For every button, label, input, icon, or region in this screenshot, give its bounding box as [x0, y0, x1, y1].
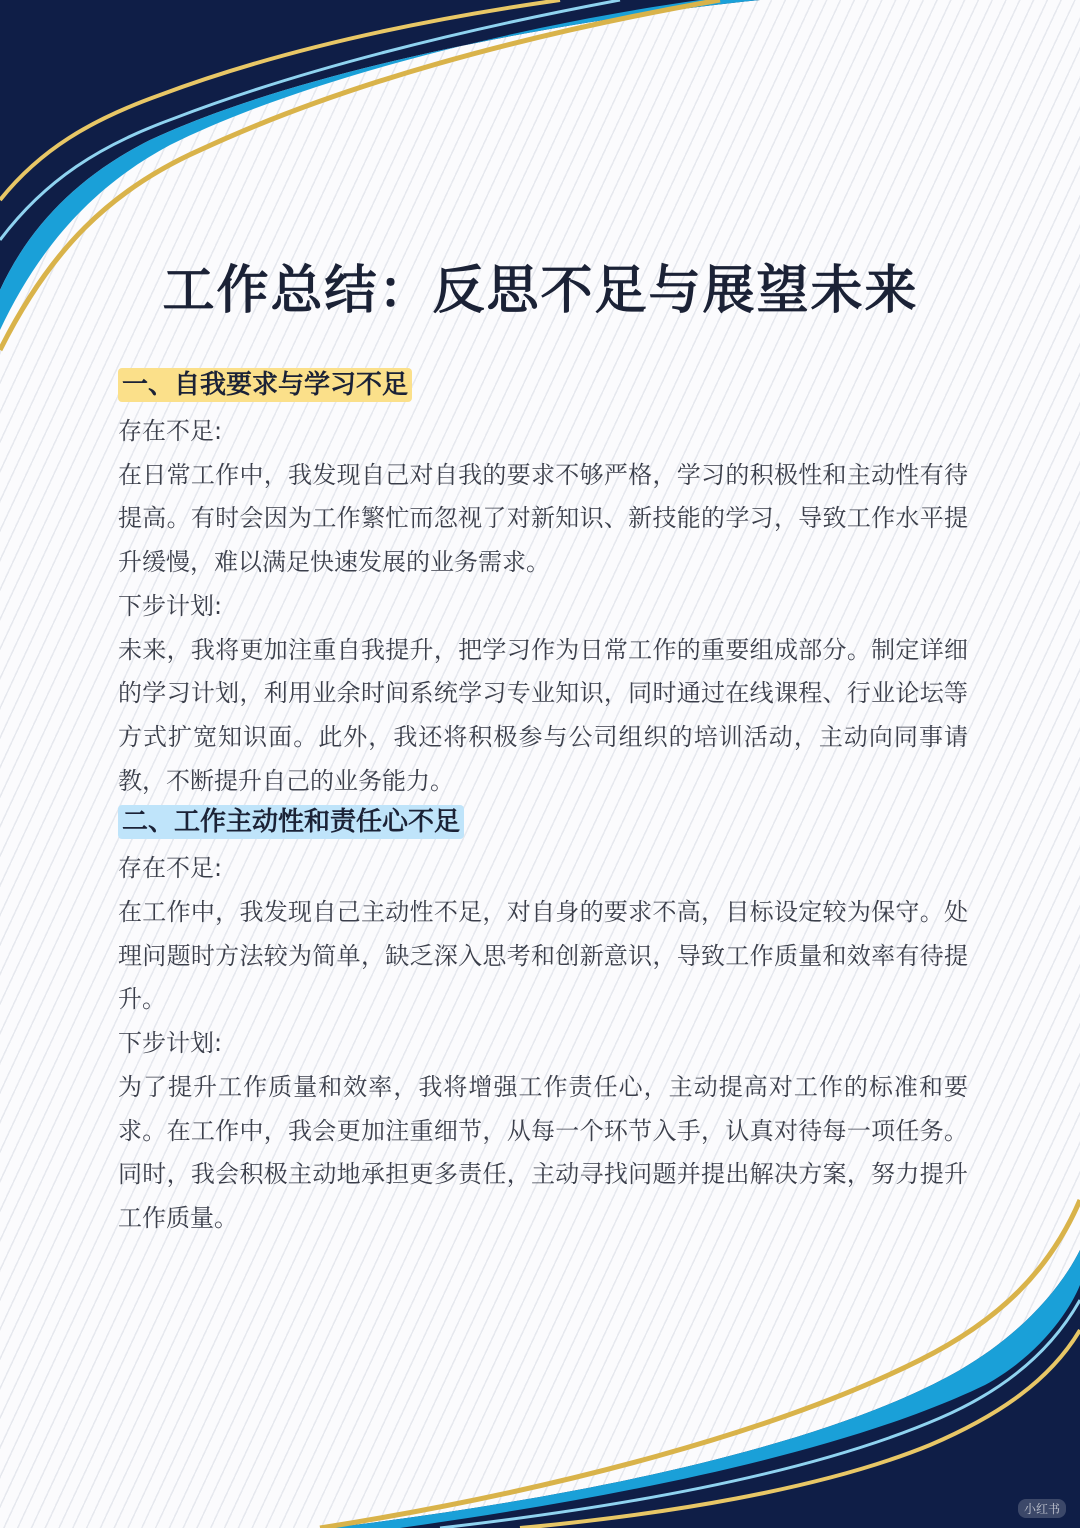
section-initiative-responsibility [118, 803, 968, 1240]
page-title: 工作总结：反思不足与展望未来 [162, 261, 919, 321]
section-2-heading-text: 二、工作主动性和责任心不足 [118, 805, 464, 839]
section-2-heading [118, 803, 968, 847]
section-1-heading-text: 一、自我要求与学习不足 [118, 368, 412, 402]
document-body [118, 366, 968, 1241]
section-1-problem-label: 存在不足: [118, 417, 223, 445]
section-1-plan-text: 未来，我将更加注重自我提升，把学习作为日常工作的重要组成部分。制定详细的学习计划，利用业余时间系统学习专业知识，同时通过在线课程、行业论坛等方式扩宽知识面。此外，我还将积极参与公司组织的培训活动，主动向同事请教，不断提升自己的业务能力。 [118, 635, 968, 795]
section-2-problem-label: 存在不足: [118, 854, 223, 883]
watermark-logo: 小红书 [1018, 1499, 1066, 1518]
section-1-problem-text: 在日常工作中，我发现自己对自我的要求不够严格，学习的积极性和主动性有待提高。有时会因为工作繁忙而忽视了对新知识、新技能的学习，导致工作水平提升缓慢，难以满足快速发展的业务需求。 [118, 460, 968, 577]
section-1-heading [118, 366, 968, 410]
section-self-requirement [118, 366, 968, 803]
section-2-plan-text: 为了提升工作质量和效率，我将增强工作责任心，主动提高对工作的标准和要求。在工作中，我会更加注重细节，从每一个环节入手，认真对待每一项任务。同时，我会积极主动地承担更多责任，主动寻找问题并提出解决方案，努力提升工作质量。 [118, 1072, 968, 1232]
section-2-problem-text: 在工作中，我发现自己主动性不足，对自身的要求不高，目标设定较为保守。处理问题时方法较为简单，缺乏深入思考和创新意识，导致工作质量和效率有待提升。 [118, 898, 968, 1014]
section-2-plan-label: 下步计划: [118, 1029, 223, 1058]
section-1-plan-label: 下步计划: [118, 591, 223, 620]
